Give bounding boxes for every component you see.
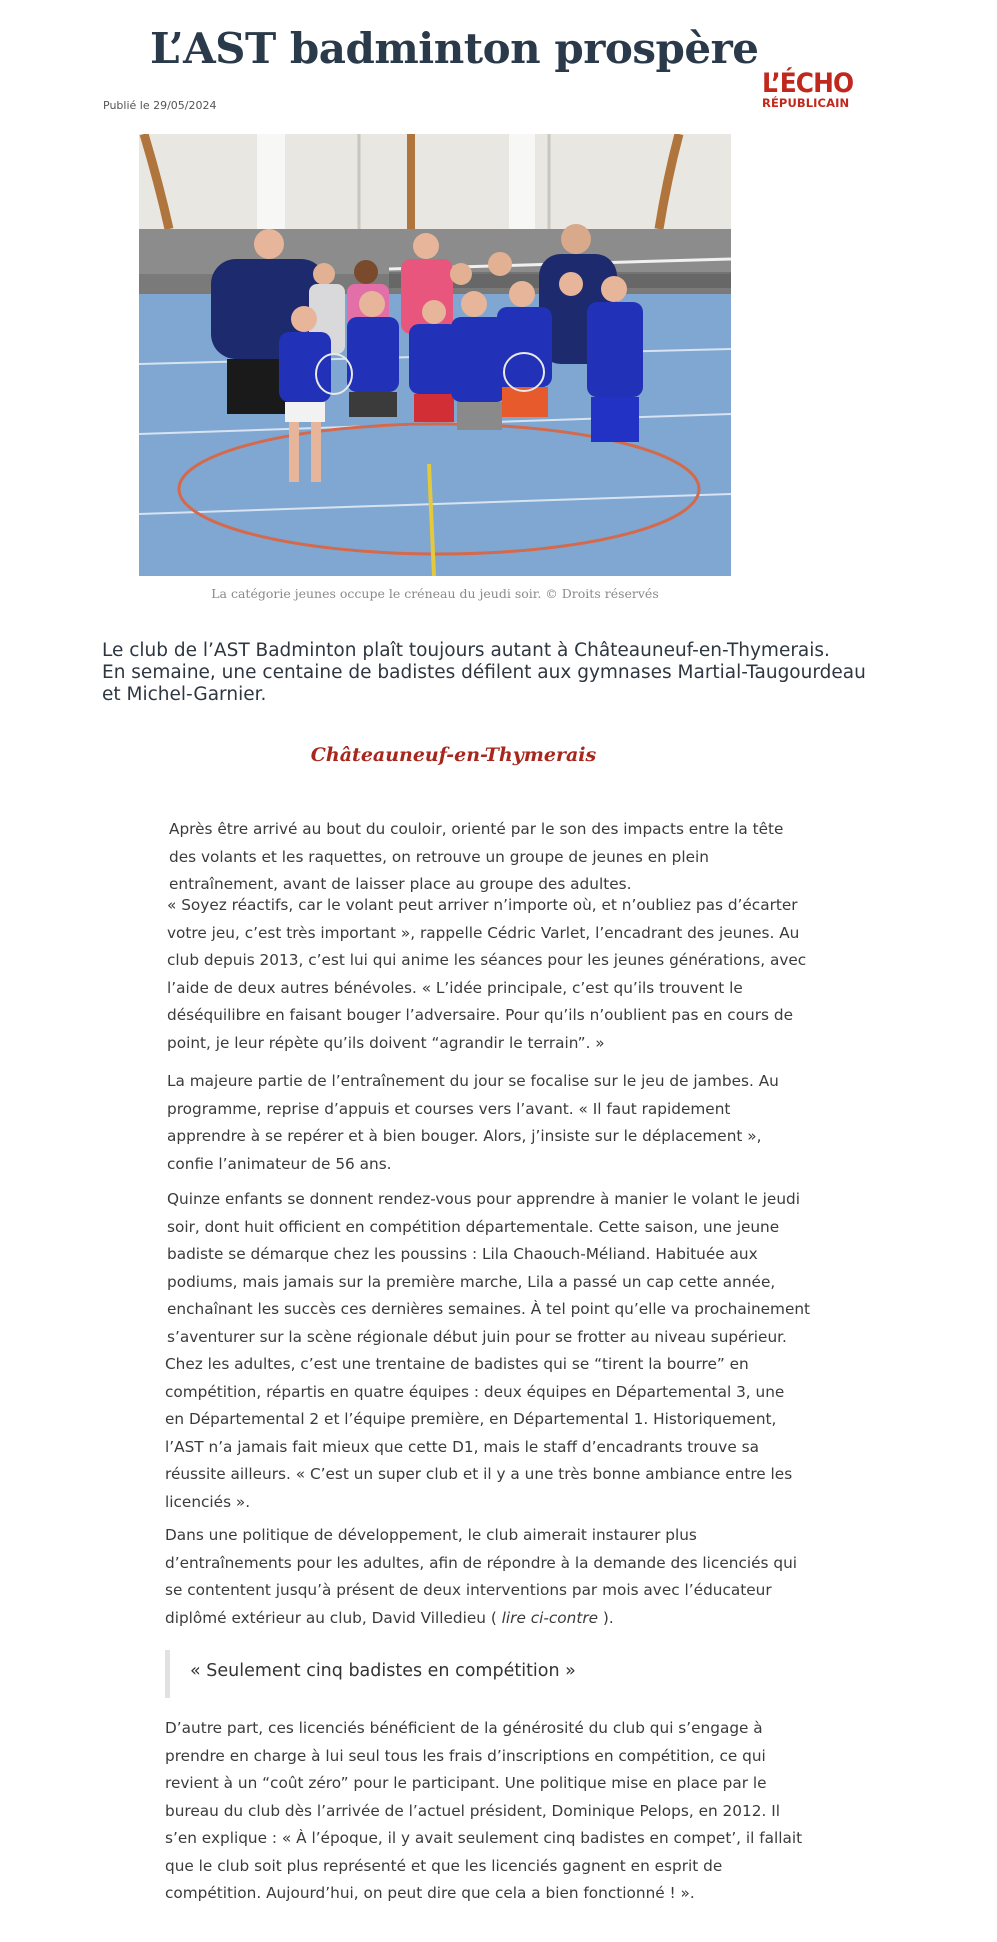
text-line: compétition. Aujourd’hui, on peut dire que cela a bien fonctionné ! ».	[165, 1884, 695, 1902]
text-line: licenciés ».	[165, 1492, 251, 1511]
text-line: l’aide de deux autres bénévoles. « L’idée principale, c’est qu’ils trouvent le	[167, 978, 743, 997]
text-line: confie l’animateur de 56 ans.	[167, 1154, 392, 1173]
text-line: Dans une politique de développement, le club aimerait instaurer plus	[165, 1526, 697, 1544]
text-line: soir, dont huit officient en compétition départementale. Cette saison, une jeune	[167, 1217, 780, 1236]
logo-line-2: RÉPUBLICAIN	[762, 96, 850, 110]
text-line: entraînement, avant de laisser place au groupe des adultes.	[169, 875, 632, 893]
text-line: s’aventurer sur la scène régionale début juin pour se frotter au niveau supérieur.	[167, 1327, 787, 1346]
read-also-link[interactable]: lire ci-contre	[501, 1608, 599, 1627]
text-line: apprendre à se repérer et à bien bouger. Alors, j’insiste sur le déplacement »,	[167, 1127, 762, 1145]
lead-line: Le club de l’AST Badminton plaît toujours autant à Châteauneuf-en-Thymerais.	[102, 640, 830, 661]
text-line: prendre en charge à lui seul tous les frais d’inscriptions en compétition, ce qui	[165, 1746, 766, 1765]
text-line	[165, 1605, 845, 1633]
lead-line: En semaine, une centaine de badistes défilent aux gymnases Martial-Taugourdeau	[102, 662, 866, 683]
text-line: club depuis 2013, c’est lui qui anime les séances pour les jeunes générations, avec	[167, 951, 807, 969]
text-line: d’entraînements pour les adultes, afin de répondre à la demande des licenciés qui	[165, 1553, 798, 1572]
paragraph-5	[165, 1522, 845, 1632]
text-line: en Départemental 2 et l’équipe première, en Départemental 1. Historiquement,	[165, 1410, 777, 1428]
text-line: podiums, mais jamais sur la première marche, Lila a passé un cap cette année,	[167, 1272, 776, 1291]
team-photo-illustration	[139, 134, 731, 576]
paragraph-6	[165, 1715, 845, 1908]
text-line: Quinze enfants se donnent rendez-vous pour apprendre à manier le volant le jeudi	[167, 1190, 800, 1208]
location-heading: Châteauneuf-en-Thymerais	[310, 744, 597, 766]
paragraph-4	[167, 1186, 847, 1516]
text-line: réussite ailleurs. « C’est un super club et il y a une très bonne ambiance entre les	[165, 1465, 793, 1483]
newspaper-logo[interactable]	[762, 70, 882, 109]
text-line: D’autre part, ces licenciés bénéficient de la générosité du club qui s’engage à	[165, 1719, 763, 1737]
article-lead	[102, 640, 922, 706]
text-line: déséquilibre en faisant bouger l’adversaire. Pour qu’ils n’oublient pas en cours de	[167, 1006, 793, 1024]
text-line: « Soyez réactifs, car le volant peut arriver n’importe où, et n’oubliez pas d’écarter	[167, 896, 798, 914]
text-line: votre jeu, c’est très important », rappelle Cédric Varlet, l’encadrant des jeunes. Au	[167, 923, 800, 942]
paragraph-3	[167, 1068, 847, 1178]
text-line: des volants et les raquettes, on retrouve un groupe de jeunes en plein	[169, 847, 709, 866]
text-line: La majeure partie de l’entraînement du jour se focalise sur le jeu de jambes. Au	[167, 1072, 779, 1090]
text-line: enchaînant les succès ces dernières semaines. À tel point qu’elle va prochainement	[167, 1300, 811, 1318]
text-line: compétition, répartis en quatre équipes : deux équipes en Départemental 3, une	[165, 1382, 785, 1401]
pull-quote-text: « Seulement cinq badistes en compétition »	[190, 1661, 576, 1681]
text-line: l’AST n’a jamais fait mieux que cette D1, mais le staff d’encadrants trouve sa	[165, 1437, 759, 1456]
paragraph-2	[167, 892, 847, 1057]
text-line: Après être arrivé au bout du couloir, orienté par le son des impacts entre la tête	[169, 820, 784, 838]
text-line: se contentent jusqu’à présent de deux interventions par mois avec l’éducateur	[165, 1581, 772, 1599]
text-line: s’en explique : « À l’époque, il y avait seulement cinq badistes en compet’, il fallait	[165, 1829, 803, 1847]
article-photo	[139, 134, 731, 576]
pull-quote	[165, 1650, 830, 1698]
text-fragment: diplômé extérieur au club, David Villedieu (	[165, 1608, 502, 1627]
publication-date: Publié le 29/05/2024	[103, 99, 217, 112]
text-line: que le club soit plus représenté et que les licenciés gagnent en esprit de	[165, 1856, 723, 1875]
text-fragment: ).	[598, 1608, 614, 1627]
lead-line: et Michel-Garnier.	[102, 684, 267, 705]
text-line: programme, reprise d’appuis et courses vers l’avant. « Il faut rapidement	[167, 1099, 731, 1118]
text-line: point, je leur répète qu’ils doivent “agrandir le terrain”. »	[167, 1033, 605, 1052]
photo-caption: La catégorie jeunes occupe le créneau du jeudi soir. © Droits réservés	[211, 586, 659, 601]
text-line: bureau du club dès l’arrivée de l’actuel président, Dominique Pelops, en 2012. Il	[165, 1801, 780, 1820]
text-line: Chez les adultes, c’est une trentaine de badistes qui se “tirent la bourre” en	[165, 1355, 749, 1373]
article-title: L’AST badminton prospère	[150, 24, 759, 73]
paragraph-1	[169, 816, 849, 899]
text-line: revient à un “coût zéro” pour le participant. Une politique mise en place par le	[165, 1774, 767, 1792]
logo-line-1: L’ÉCHO	[762, 68, 854, 99]
text-line: badiste se démarque chez les poussins : Lila Chaouch-Méliand. Habituée aux	[167, 1245, 758, 1263]
